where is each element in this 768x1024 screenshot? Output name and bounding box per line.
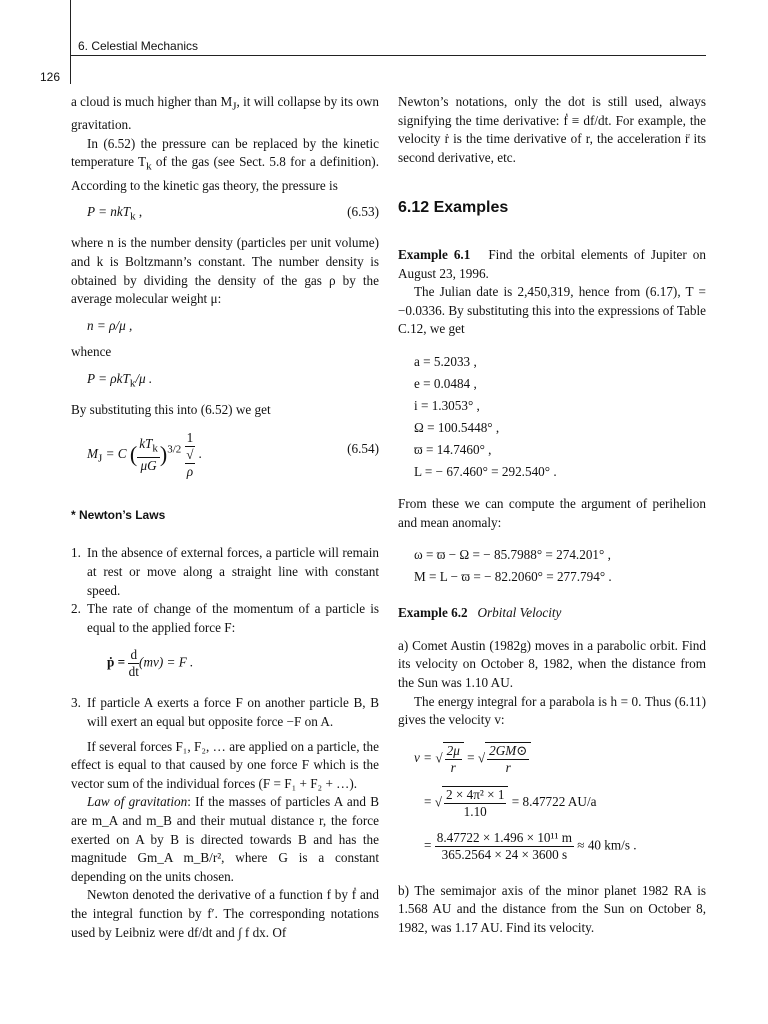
paragraph: If several forces F₁, F₂, … are applied on a particle, the effect is equal to that caused by one force F which is the vector sum of the individual forces (F = F₁ + F₂ + …). [71,738,379,791]
newton-laws-list-cont [71,694,379,731]
paragraph: The energy integral for a parabola is h = 0. Thus (6.11) gives the velocity v: [398,693,706,728]
anomalies [414,544,706,588]
velocity-derivation [414,742,706,870]
section-title: 6.12 Examples [398,199,509,217]
right-column [398,93,706,937]
element-line: e = 0.0484 , [414,375,477,391]
anomaly-line: ω = ϖ − Ω = − 85.7988° = 274.201° , [414,547,611,563]
orbital-elements [414,351,706,483]
element-line: L = − 67.460° = 292.540° . [414,463,557,479]
equation-pressure: P = ρkT$_k$/μ . [87,371,153,390]
equation-number-density: n = ρ/μ , [87,317,133,333]
paragraph: In (6.52) the pressure can be replaced by the kinetic temperature $T_k$ of the gas (see Sect. 5.8 for a definition). According to the kinetic gas theory, the pressure is [71,135,379,193]
element-line: Ω = 100.5448° , [414,419,500,435]
paragraph: whence [71,344,112,360]
newton-laws-list [71,544,379,637]
list-item: 3. If particle A exerts a force F on another particle B, B will exert an equal but opposite force −F on A. [71,695,379,730]
paragraph: Newton denoted the derivative of a function f by ḟ and the integral function by f′. The corresponding notations used by Leibniz were df/dt and ∫ f dx. Of [71,887,379,940]
paragraph: Law of gravitation: If the masses of particles A and B are m_A and m_B and their mutual distance r, the force exerted on A by B is directed towards B and has the magnitude Gm_A m_B/r², where G is a constant depending on the units chosen. [71,794,380,884]
list-item: 2. The rate of change of the momentum of a particle is equal to the applied force F: [71,601,379,635]
subsection-title: * Newton’s Laws [71,507,166,522]
anomaly-line: M = L − ϖ = − 82.2060° = 277.794° . [414,569,612,585]
velocity-line-1: v = √ $\frac{2\mu}{r}$ = √ $\frac{2GM⊙}{r}$ [414,742,706,786]
paragraph: a) Comet Austin (1982g) moves in a parabolic orbit. Find its velocity on October 8, 1982, when the distance from the Sun was 1.10 AU. [398,637,706,690]
element-line: i = 1.3053° , [414,397,480,413]
velocity-line-2: = √ $\frac{\text{2 × 4π² × 1}}{1.10}$ = 8.47722 AU/a [424,786,597,819]
page-number: 126 [40,70,61,84]
paragraph: a cloud is much higher than $M_J$, it will collapse by its own gravitation. [71,94,379,133]
element-line: ϖ = 14.7460° , [414,441,492,457]
paragraph: By substituting this into (6.52) we get [71,402,271,418]
running-header-chapter: 6. Celestial Mechanics [78,39,199,53]
equation-6-53: P = nkT$_k$ , (6.53) [87,204,379,223]
paragraph: b) The semimajor axis of the minor planet 1982 RA is 1.568 AU and the distance from the Sun on October 8, 1982, was 1.17 AU. Find its velocity. [398,882,706,935]
paragraph: The Julian date is 2,450,319, hence from (6.17), T = −0.0336. By substituting this into the expressions of Table C.12, we get [398,284,706,337]
left-column [71,93,379,942]
paragraph: From these we can compute the argument of perihelion and mean anomaly: [398,495,706,530]
header-vertical-rule [70,0,71,84]
equation-second-law: ṗ = $\frac{d}{dt}$ (mv) = F . [107,647,194,680]
equation-number: (6.53) [347,204,379,220]
equation-6-54: $M_J = C$ ( $\frac{kT_k}{\mu G}$ )$^{3/2}$ 1 √ ρ . (6.54) [87,429,379,479]
equation-number: (6.54) [347,440,379,456]
example-6-2: Example 6.2 Orbital Velocity [398,605,562,621]
list-item: 1. In the absence of external forces, a particle will remain at rest or move along a straight line with constant speed. [71,545,379,598]
example-6-1: Example 6.1 Find the orbital elements of Jupiter on August 23, 1996. [398,246,706,281]
paragraph: Newton’s notations, only the dot is still used, always signifying the time derivative: ḟ ≡ df/dt. For example, the velocity ṙ is the time derivative of r, the acceleration r̈ its second derivative, etc. [398,94,706,165]
velocity-line-3: = $\frac{\text{8.47722 × 1.496 × 10¹¹ m}}{365.2564 \times 24 \times 3600 s}$ ≈ 40 km/s . [424,829,637,862]
element-line: a = 5.2033 , [414,353,477,369]
paragraph: where n is the number density (particles per unit volume) and k is Boltzmann’s constant. The number density is obtained by dividing the density of the gas ρ by the average molecular weight μ: [71,235,379,307]
